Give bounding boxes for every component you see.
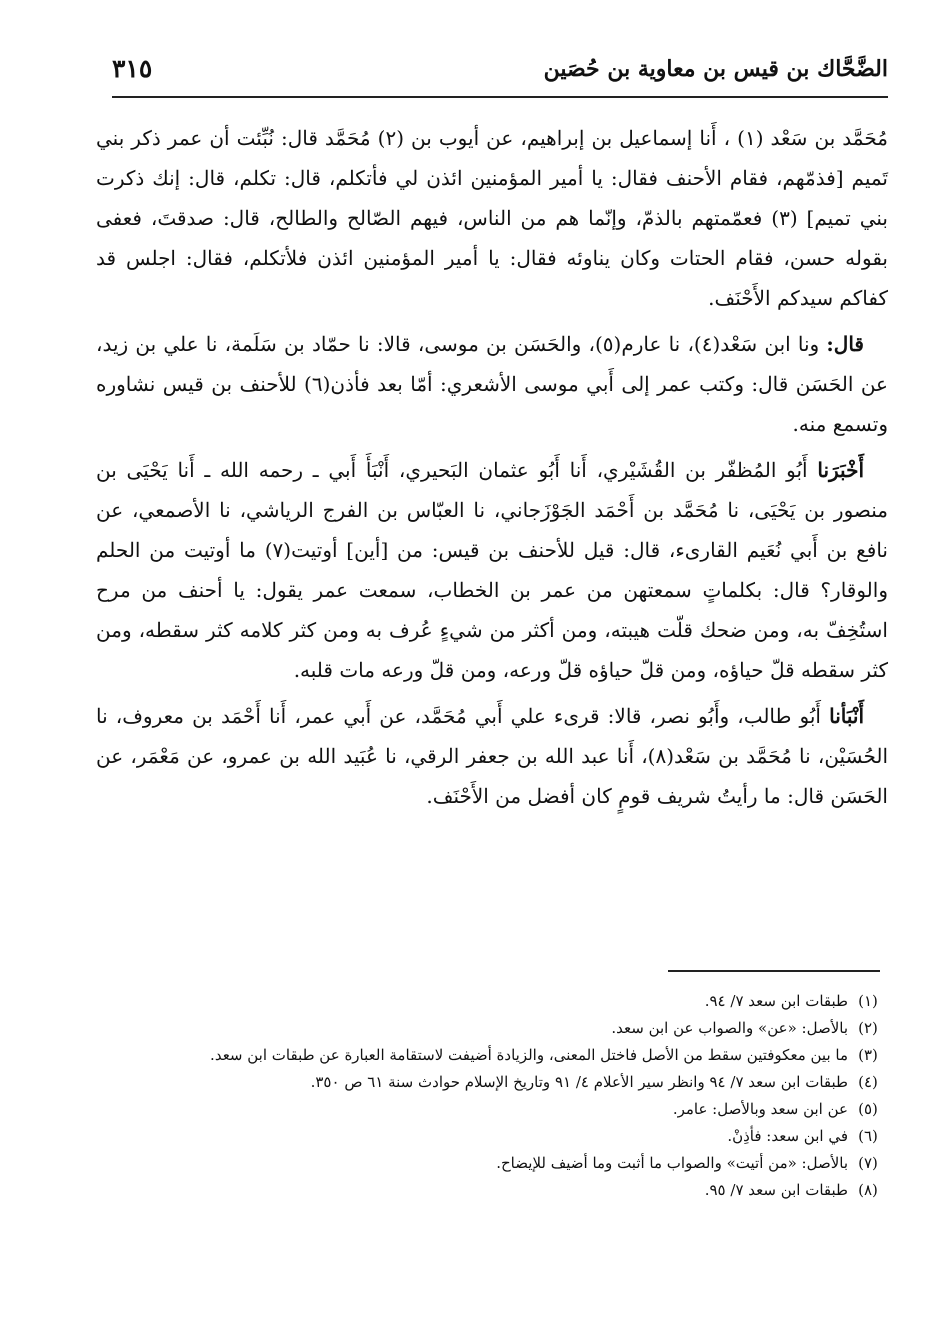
paragraph-text: أَبُو المُظفّر بن القُشَيْري، أَنا أَبُو عثمان البَحيري، أَنْبَأَ أَبي ـ رحمه الله ـ أَنا يَحْيَى بن منصور بن يَحْيَى، نا مُحَمَّد بن أَحْمَد الجَوْزَجاني، نا العبّاس بن الفرج الرياشي، نا الأصمعي، عن نافع بن أَبي نُعَيم القارىء، قال: قيل للأحنف بن قيس: من [أين] أوتيت(٧) ما أوتيت من الحلم والوقار؟ قال: بكلماتٍ سمعتهن من عمر بن الخطاب، سمعت عمر يقول: يا أحنف من مرح استُخِفّ به، ومن ضحك قلّت هيبته، ومن أكثر من شيءٍ عُرف به ومن كثر كلامه كثر سقطه، ومن كثر سقطه قلّ حياؤه، ومن قلّ حياؤه قلّ ورعه، ومن قلّ ورعه مات قلبه. bbox=[96, 458, 888, 682]
footnote-number: (٢) bbox=[858, 1019, 878, 1037]
footnote bbox=[96, 1069, 888, 1096]
page-header bbox=[112, 52, 888, 92]
footnote-text: بالأصل: «من أتيت» والصواب ما أثبت وما أضيف للإيضاح. bbox=[496, 1154, 848, 1172]
paragraph bbox=[96, 696, 888, 816]
paragraph-text: ونا ابن سَعْد(٤)، نا عارم(٥)، والحَسَن بن موسى، قالا: نا حمّاد بن سَلَمة، نا علي بن زيد، عن الحَسَن قال: وكتب عمر إلى أَبي موسى الأشعري: أمّا بعد فأذن(٦) للأحنف بن قيس نشاوره وتسمع منه. bbox=[96, 332, 888, 436]
footnote-number: (١) bbox=[858, 992, 878, 1010]
footnote bbox=[96, 1042, 888, 1069]
footnote bbox=[96, 1177, 888, 1204]
footnote-number: (٨) bbox=[858, 1181, 878, 1199]
page-number: ٣١٥ bbox=[112, 54, 153, 83]
footnote-number: (٤) bbox=[858, 1073, 878, 1091]
main-text bbox=[96, 118, 888, 822]
footnote bbox=[96, 1123, 888, 1150]
footnote-text: بالأصل: «عن» والصواب عن ابن سعد. bbox=[611, 1019, 848, 1037]
paragraph-lead: أَنْبَأنا bbox=[829, 704, 865, 728]
footnote-text: طبقات ابن سعد ٧/ ٩٥. bbox=[704, 1181, 848, 1199]
footnote-text: ما بين معكوفتين سقط من الأصل فاختل المعنى، والزيادة أضيفت لاستقامة العبارة عن طبقات ابن سعد. bbox=[210, 1046, 848, 1064]
footnote-text: في ابن سعد: فأذِنْ. bbox=[727, 1127, 848, 1145]
header-divider bbox=[112, 96, 888, 98]
footnotes bbox=[96, 988, 888, 1204]
paragraph-lead: أَخْبَرَنا bbox=[817, 458, 865, 482]
footnote-number: (٧) bbox=[858, 1154, 878, 1172]
paragraph-text: مُحَمَّد بن سَعْد (١) ، أَنا إسماعيل بن إبراهيم، عن أيوب بن (٢) مُحَمَّد قال: نُبِّئت أن عمر ذكر بني تَميم [فذمّهم، فقام الأحنف فقال: يا أمير المؤمنين ائذن لي فأتكلم، قال: تكلم، قال: إنك ذكرت بني تميم] (٣) فعمّمتهم بالذمّ، وإنّما هم من الناس، فيهم الصّالح والطالح، قال: صدقتَ، فعفى بقوله حسن، فقام الحتات وكان يناوئه فقال: يا أمير المؤمنين ائذن فلأتكلم، فقال: اجلس قد كفاكم سيدكم الأَحْنَف. bbox=[96, 126, 888, 310]
paragraph-lead: قال: bbox=[826, 332, 864, 356]
footnote bbox=[96, 1096, 888, 1123]
footnote-number: (٥) bbox=[858, 1100, 878, 1118]
footnote bbox=[96, 1015, 888, 1042]
footnote-divider bbox=[668, 970, 880, 972]
paragraph bbox=[96, 324, 888, 444]
paragraph bbox=[96, 118, 888, 318]
footnote-number: (٦) bbox=[858, 1127, 878, 1145]
running-title: الضَّحَّاك بن قيس بن معاوية بن حُصَين bbox=[543, 56, 888, 82]
footnote bbox=[96, 1150, 888, 1177]
footnote bbox=[96, 988, 888, 1015]
footnote-text: طبقات ابن سعد ٧/ ٩٤. bbox=[704, 992, 848, 1010]
paragraph-text: أَبُو طالب، وأَبُو نصر، قالا: قرىء علي أَبي مُحَمَّد، عن أَبي عمر، أَنا أَحْمَد بن معروف، نا الحُسَيْن، نا مُحَمَّد بن سَعْد(٨)، أَنا عبد الله بن جعفر الرقي، نا عُبَيد الله بن عمرو، عن مَعْمَر، عن الحَسَن قال: ما رأيتُ شريف قومٍ كان أفضل من الأَحْنَف. bbox=[96, 704, 888, 808]
paragraph bbox=[96, 450, 888, 690]
footnote-number: (٣) bbox=[858, 1046, 878, 1064]
footnote-text: طبقات ابن سعد ٧/ ٩٤ وانظر سير الأعلام ٤/ ٩١ وتاريخ الإسلام حوادث سنة ٦١ ص ٣٥٠. bbox=[310, 1073, 848, 1091]
footnote-text: عن ابن سعد وبالأصل: عامر. bbox=[672, 1100, 848, 1118]
